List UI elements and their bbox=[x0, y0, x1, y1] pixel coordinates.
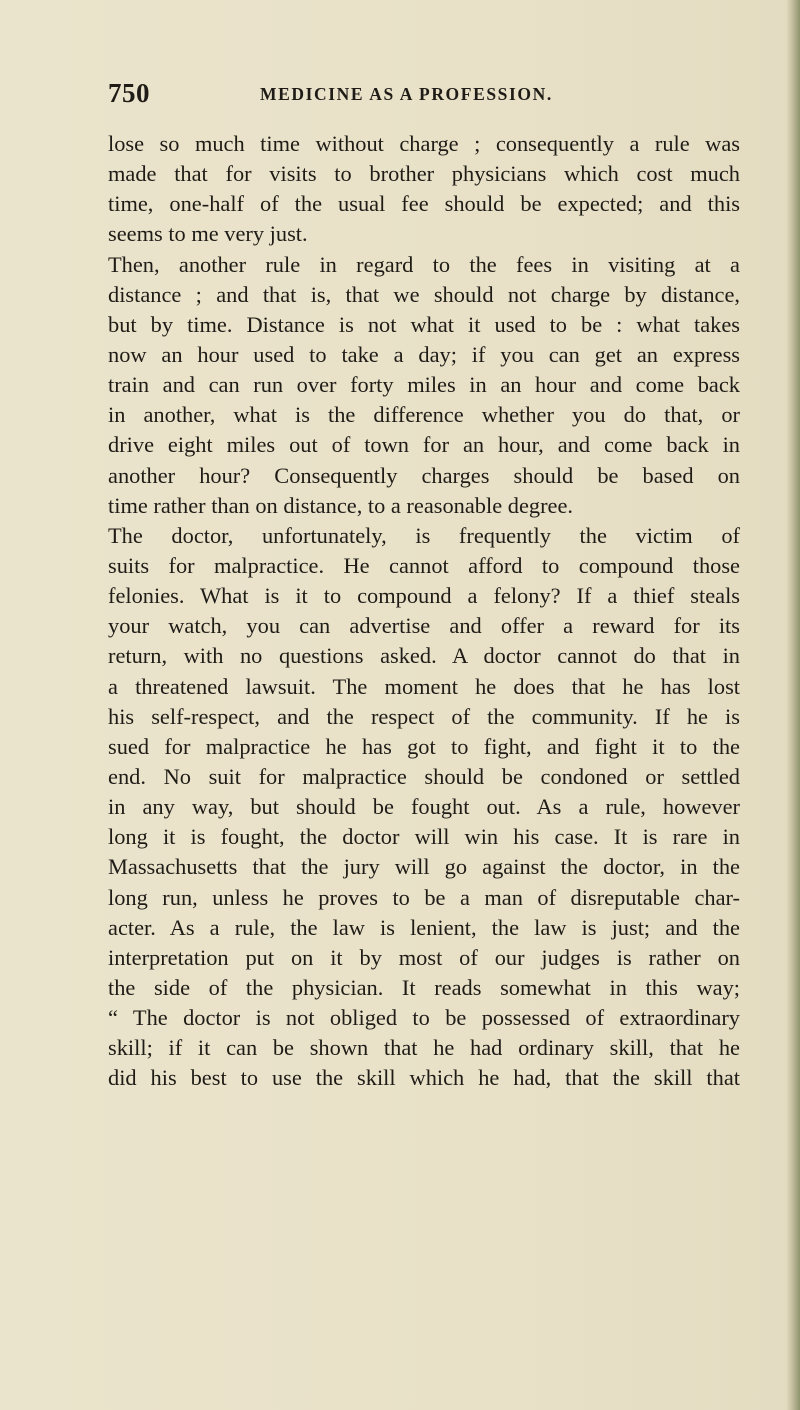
running-title: MEDICINE AS A PROFESSION. bbox=[260, 84, 553, 104]
text-line: made that for visits to brother physicians which cost much bbox=[108, 161, 740, 187]
text-line: lose so much time without charge ; consequently a rule was bbox=[108, 131, 740, 156]
text-line: acter. As a rule, the law is lenient, the law is just; and the bbox=[108, 914, 740, 940]
text-line: drive eight miles out of town for an hour, and come back in bbox=[108, 432, 740, 458]
text-line: skill; if it can be shown that he had ordinary skill, that he bbox=[108, 1035, 740, 1061]
text-line: time, one-half of the usual fee should be expected; and this bbox=[108, 191, 740, 217]
text-line: time rather than on distance, to a reasonable degree. bbox=[108, 492, 574, 518]
text-line: sued for malpractice he has got to fight, and fight it to the bbox=[108, 733, 740, 759]
body-text bbox=[108, 129, 740, 1094]
text-line: in any way, but should be fought out. As a rule, however bbox=[108, 794, 740, 820]
text-line: end. No suit for malpractice should be condoned or settled bbox=[108, 763, 740, 789]
text-line: the side of the physician. It reads somewhat in this way; bbox=[108, 974, 740, 1000]
text-line: felonies. What is it to compound a felony? If a thief steals bbox=[108, 583, 740, 609]
text-line: distance ; and that is, that we should not charge by distance, bbox=[108, 281, 740, 307]
text-line: train and can run over forty miles in an hour and come back bbox=[108, 372, 740, 398]
text-line: The doctor, unfortunately, is frequently the victim of bbox=[108, 522, 740, 548]
text-line: your watch, you can advertise and offer a reward for its bbox=[108, 613, 740, 639]
text-line: long run, unless he proves to be a man of disreputable char- bbox=[108, 884, 740, 910]
text-line: now an hour used to take a day; if you can get an express bbox=[108, 341, 740, 367]
text-line: seems to me very just. bbox=[108, 221, 308, 247]
text-line: “ The doctor is not obliged to be possessed of extraordinary bbox=[108, 1005, 740, 1031]
text-line: Massachusetts that the jury will go against the doctor, in the bbox=[108, 854, 740, 880]
page-edge-shadow bbox=[786, 0, 800, 1410]
text-line: interpretation put on it by most of our judges is rather on bbox=[108, 944, 740, 970]
running-head bbox=[108, 78, 748, 108]
text-line: suits for malpractice. He cannot afford to compound those bbox=[108, 552, 740, 578]
text-line: another hour? Consequently charges should be based on bbox=[108, 462, 740, 488]
text-line: in another, what is the difference whether you do that, or bbox=[108, 402, 740, 428]
text-line: Then, another rule in regard to the fees in visiting at a bbox=[108, 251, 740, 277]
text-line: his self-respect, and the respect of the community. If he is bbox=[108, 703, 740, 729]
text-line: long it is fought, the doctor will win his case. It is rare in bbox=[108, 824, 740, 850]
text-line: did his best to use the skill which he had, that the skill that bbox=[108, 1065, 740, 1091]
page-number: 750 bbox=[108, 78, 150, 108]
text-line: return, with no questions asked. A doctor cannot do that in bbox=[108, 643, 740, 669]
text-line: but by time. Distance is not what it used to be : what takes bbox=[108, 311, 740, 337]
text-line: a threatened lawsuit. The moment he does that he has lost bbox=[108, 673, 740, 699]
